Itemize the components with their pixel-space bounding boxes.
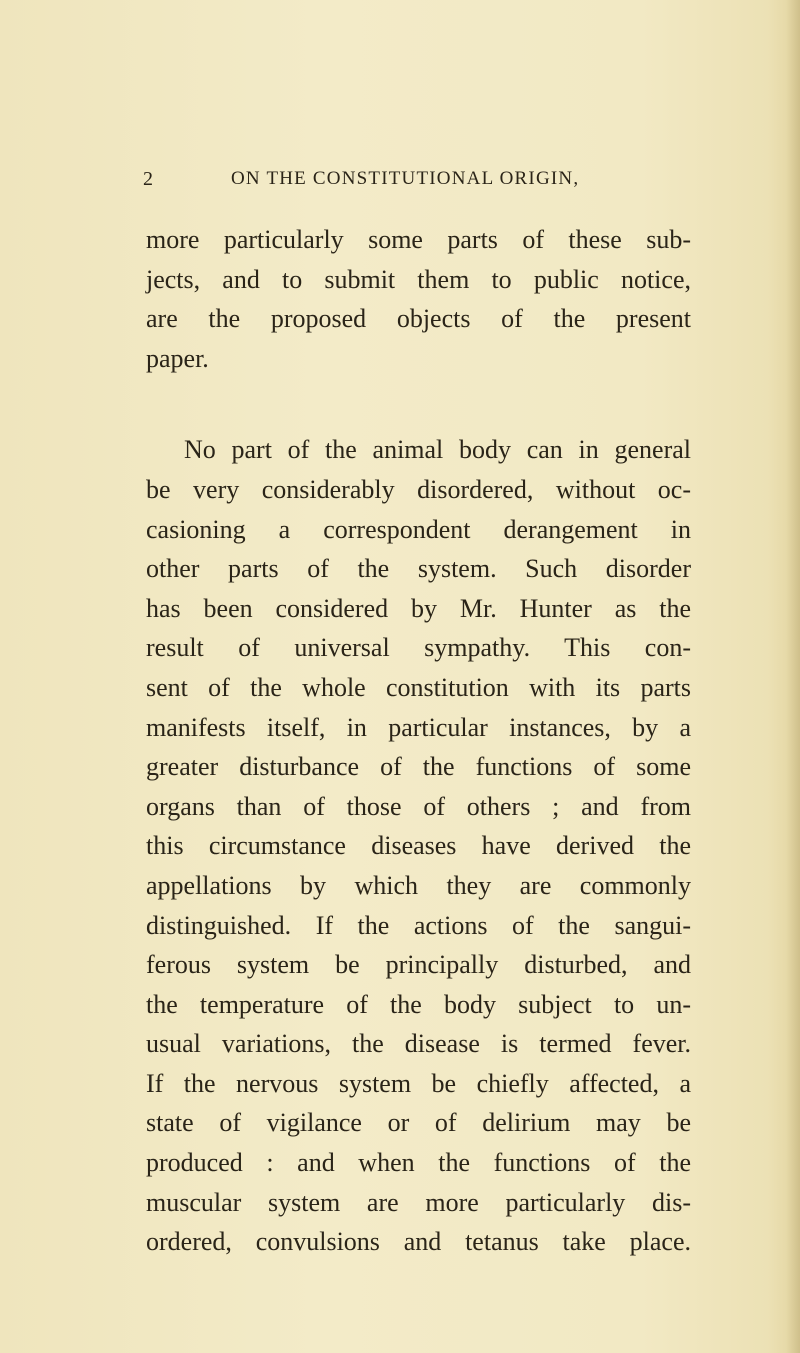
- page-number: 2: [143, 168, 154, 190]
- text-line: the temperature of the body subject to un-: [146, 989, 691, 1019]
- text-line: ferous system be principally disturbed, and: [146, 950, 691, 980]
- text-line: other parts of the system. Such disorder: [146, 554, 691, 584]
- text-line: state of vigilance or of delirium may be: [146, 1108, 691, 1138]
- running-head: [143, 168, 683, 198]
- text-line: sent of the whole constitution with its parts: [146, 672, 691, 702]
- text-line: muscular system are more particularly dis-: [146, 1187, 691, 1217]
- text-line: more particularly some parts of these sub-: [146, 225, 691, 254]
- paragraph-gap: [146, 378, 691, 430]
- text-line: No part of the animal body can in general: [184, 435, 691, 465]
- text-line: paper.: [146, 343, 209, 373]
- text-line: casioning a correspondent derangement in: [146, 514, 691, 544]
- text-line: organs than of those of others ; and from: [146, 791, 691, 821]
- text-line: be very considerably disordered, without oc-: [146, 474, 691, 504]
- text-line: this circumstance diseases have derived the: [146, 831, 691, 861]
- text-line: ordered, convulsions and tetanus take place.: [146, 1227, 691, 1257]
- text-line: manifests itself, in particular instances, by a: [146, 712, 691, 742]
- body-text: [146, 220, 691, 1262]
- text-line: has been considered by Mr. Hunter as the: [146, 593, 691, 623]
- text-line: are the proposed objects of the present: [146, 304, 691, 334]
- paragraph-2: [146, 430, 691, 1261]
- text-line: If the nervous system be chiefly affected, a: [146, 1068, 691, 1098]
- text-line: jects, and to submit them to public notice,: [146, 264, 691, 294]
- text-line: appellations by which they are commonly: [146, 870, 691, 900]
- text-line: greater disturbance of the functions of some: [146, 752, 691, 782]
- text-line: produced : and when the functions of the: [146, 1148, 691, 1178]
- running-head-title: ON THE CONSTITUTIONAL ORIGIN,: [231, 168, 580, 189]
- text-line: distinguished. If the actions of the sangui-: [146, 910, 691, 940]
- paragraph-1: [146, 220, 691, 378]
- page-edge-shadow: [786, 0, 800, 1353]
- text-line: result of universal sympathy. This con-: [146, 633, 691, 663]
- text-line: usual variations, the disease is termed fever.: [146, 1029, 691, 1059]
